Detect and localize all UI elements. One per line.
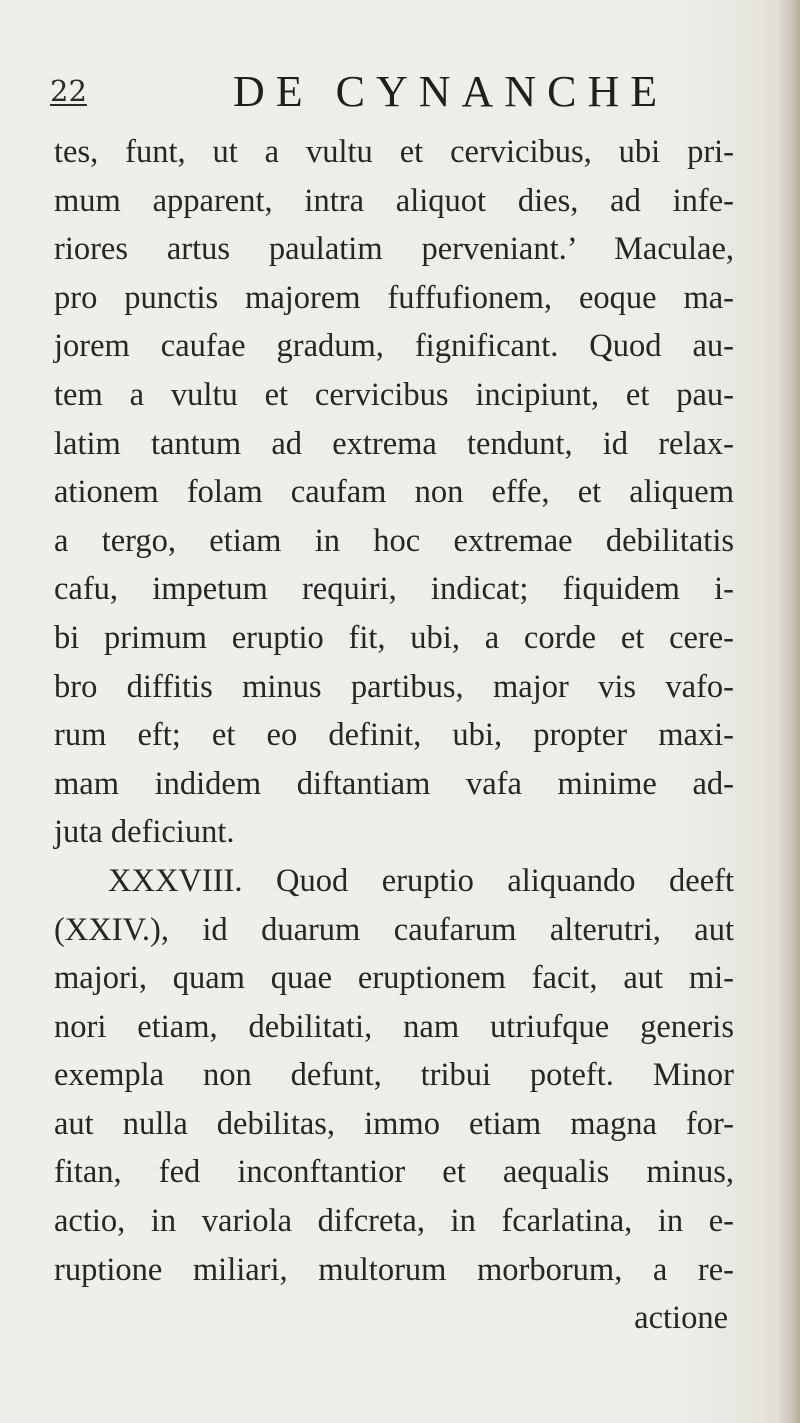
catchword: actione (634, 1300, 728, 1337)
page-binding-edge (778, 0, 800, 1423)
text-line: rum eft; et eo definit, ubi, propter maxi- (54, 717, 734, 754)
text-line: jorem caufae gradum, fignificant. Quod au- (54, 328, 734, 365)
text-line: ruptione miliari, multorum morborum, a re- (54, 1251, 734, 1288)
text-line: (XXIV.), id duarum caufarum alterutri, aut (54, 911, 734, 948)
text-line: latim tantum ad extrema tendunt, id relax- (54, 425, 734, 462)
text-line: mum apparent, intra aliquot dies, ad infe- (54, 182, 734, 219)
text-line: majori, quam quae eruptionem facit, aut mi- (54, 960, 734, 997)
text-line: tem a vultu et cervicibus incipiunt, et pau- (54, 376, 734, 413)
text-line: tes, funt, ut a vultu et cervicibus, ubi pri- (54, 134, 734, 170)
text-line: aut nulla debilitas, immo etiam magna for- (54, 1105, 734, 1142)
running-title: DE CYNANCHE (233, 67, 669, 116)
body-text (54, 128, 734, 1343)
text-line: fitan, fed inconftantior et aequalis minus, (54, 1154, 734, 1191)
text-line: exempla non defunt, tribui poteft. Minor (54, 1057, 734, 1094)
text-line: nori etiam, debilitati, nam utriufque generis (54, 1008, 734, 1045)
text-line: ationem folam caufam non effe, et aliquem (54, 474, 734, 511)
text-line: actio, in variola difcreta, in fcarlatina, in e- (54, 1203, 734, 1240)
text-line: bro diffitis minus partibus, major vis vafo- (54, 668, 734, 705)
section-heading-line: XXXVIII. Quod eruptio aliquando deeft (108, 862, 734, 899)
text-line: juta deficiunt. (54, 814, 235, 851)
page-number: 22 (50, 74, 87, 108)
text-line: riores artus paulatim perveniant.’ Maculae, (54, 231, 734, 268)
text-line: mam indidem diftantiam vafa minime ad- (54, 765, 734, 802)
text-line: pro punctis majorem fuffufionem, eoque ma- (54, 279, 734, 316)
running-head (50, 66, 750, 116)
text-line: a tergo, etiam in hoc extremae debilitatis (54, 522, 734, 559)
text-line: bi primum eruptio fit, ubi, a corde et cere- (54, 619, 734, 656)
text-line: cafu, impetum requiri, indicat; fiquidem i- (54, 571, 734, 608)
